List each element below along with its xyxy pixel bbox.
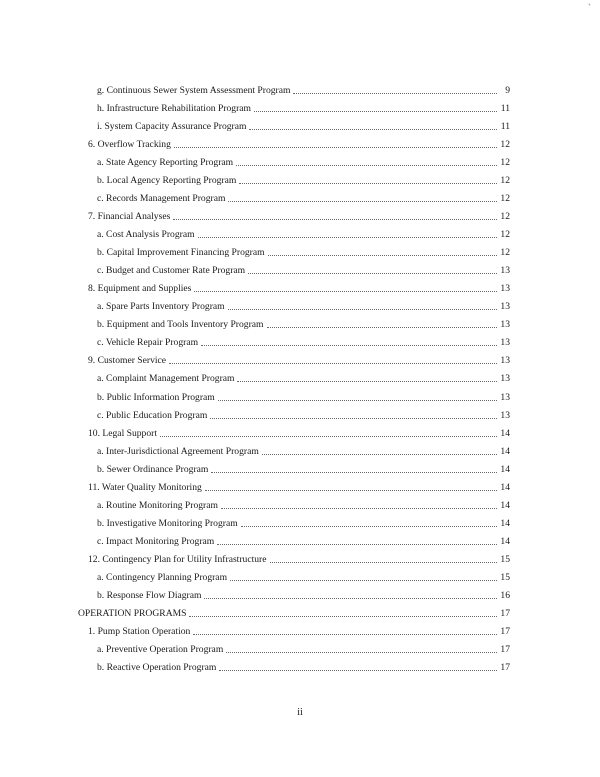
toc-entry-page-number: 13: [500, 283, 510, 295]
toc-entry-page-number: 9: [505, 85, 510, 96]
dot-leader: [160, 435, 497, 437]
toc-chapter-entry: [88, 424, 510, 440]
toc-entry-page-number: 13: [500, 265, 510, 277]
toc-entry-title: b. Sewer Ordinance Program: [97, 463, 209, 475]
toc-entry-page-number: 14: [500, 535, 510, 547]
toc-entry-page-number: 15: [500, 553, 510, 565]
toc-subsection-entry: [97, 532, 510, 548]
dot-leader: [262, 453, 497, 455]
toc-entry-title: a. Complaint Management Program: [97, 373, 235, 385]
toc-entry-page-number: 12: [500, 139, 510, 151]
dot-leader: [237, 380, 497, 382]
toc-subsection-entry: [97, 388, 510, 404]
toc-entry-title: a. Inter-Jurisdictional Agreement Program: [97, 445, 259, 457]
toc-entry-page-number: 12: [500, 193, 510, 205]
dot-leader: [270, 561, 497, 563]
toc-subsection-entry: [97, 171, 510, 187]
toc-subsection-entry: [97, 261, 510, 277]
dot-leader: [193, 633, 497, 635]
dot-leader: [198, 236, 497, 238]
toc-subsection-entry: [97, 568, 510, 584]
dot-leader: [228, 200, 497, 202]
toc-entry-page-number: 14: [500, 499, 510, 511]
toc-chapter-entry: [88, 135, 510, 151]
toc-section-entry: [78, 604, 510, 620]
toc-entry-title: a. Spare Parts Inventory Program: [97, 301, 225, 313]
toc-entry-page-number: 13: [500, 301, 510, 313]
toc-subsection-entry: [97, 189, 510, 205]
dot-leader: [226, 651, 497, 653]
toc-entry-title: b. Equipment and Tools Inventory Program: [97, 319, 264, 331]
dot-leader: [211, 471, 497, 473]
toc-subsection-entry: [97, 640, 510, 656]
dot-leader: [194, 290, 497, 292]
toc-entry-title: 7. Financial Analyses: [88, 211, 171, 223]
dot-leader: [268, 254, 497, 256]
toc-entry-page-number: 13: [500, 391, 510, 403]
toc-entry-page-number: 12: [500, 247, 510, 259]
toc-entry-page-number: 15: [500, 571, 510, 583]
toc-entry-title: g. Continuous Sewer System Assessment Program: [97, 85, 291, 96]
toc-chapter-entry: [88, 279, 510, 295]
dot-leader: [239, 182, 497, 184]
toc-entry-page-number: 13: [500, 355, 510, 367]
dot-leader: [174, 146, 497, 148]
toc-entry-title: b. Public Information Program: [97, 391, 215, 403]
dot-leader: [204, 597, 497, 599]
toc-entry-page-number: 14: [500, 517, 510, 529]
dot-leader: [221, 507, 497, 509]
toc-subsection-entry: [97, 117, 510, 133]
toc-subsection-entry: [97, 658, 510, 674]
toc-entry-title: b. Local Agency Reporting Program: [97, 175, 237, 187]
toc-entry-title: a. Cost Analysis Program: [97, 229, 195, 241]
toc-chapter-entry: [88, 622, 510, 638]
dot-leader: [267, 326, 498, 328]
dot-leader: [218, 399, 497, 401]
toc-entry-page-number: 12: [500, 229, 510, 241]
dot-leader: [217, 543, 497, 545]
toc-subsection-entry: [97, 333, 510, 349]
dot-leader: [293, 92, 497, 94]
toc-entry-title: b. Capital Improvement Financing Program: [97, 247, 265, 259]
toc-entry-page-number: 17: [500, 661, 510, 673]
page-number: ii: [297, 707, 303, 718]
toc-subsection-entry: [97, 369, 510, 385]
toc-entry-page-number: 13: [500, 319, 510, 331]
toc-entry-title: c. Public Education Program: [97, 409, 208, 421]
toc-subsection-entry: [97, 153, 510, 169]
toc-entry-page-number: 14: [500, 463, 510, 475]
toc-entry-title: 11. Water Quality Monitoring: [88, 481, 202, 493]
toc-entry-title: c. Records Management Program: [97, 193, 226, 205]
toc-entry-page-number: 12: [500, 175, 510, 187]
toc-subsection-entry: [97, 514, 510, 530]
dot-leader: [210, 417, 497, 419]
toc-subsection-entry: [97, 81, 510, 97]
dot-leader: [248, 272, 497, 274]
dot-leader: [205, 489, 497, 491]
toc-entry-title: OPERATION PROGRAMS: [78, 607, 187, 619]
toc-entry-title: a. State Agency Reporting Program: [97, 157, 234, 169]
toc-entry-page-number: 16: [500, 589, 510, 601]
dot-leader: [249, 128, 497, 130]
toc-entry-title: b. Investigative Monitoring Program: [97, 517, 238, 529]
toc-entry-title: c. Vehicle Repair Program: [97, 337, 199, 349]
toc-entry-title: a. Preventive Operation Program: [97, 643, 224, 655]
toc-entry-title: 10. Legal Support: [88, 427, 158, 439]
toc-subsection-entry: [97, 442, 510, 458]
toc-entry-page-number: 14: [500, 427, 510, 439]
dot-leader: [219, 669, 497, 671]
dot-leader: [230, 579, 497, 581]
dot-leader: [254, 110, 497, 112]
toc-chapter-entry: [88, 550, 510, 566]
toc-subsection-entry: [97, 99, 510, 115]
toc-entry-page-number: 12: [500, 157, 510, 169]
corner-mark: +: [587, 3, 591, 9]
toc-entry-title: b. Response Flow Diagram: [97, 589, 202, 601]
toc-entry-page-number: 13: [500, 373, 510, 385]
toc-subsection-entry: [97, 225, 510, 241]
toc-entry-page-number: 14: [500, 445, 510, 457]
toc-entry-page-number: 13: [500, 337, 510, 349]
dot-leader: [201, 344, 497, 346]
toc-entry-page-number: 13: [500, 409, 510, 421]
toc-entry-title: b. Reactive Operation Program: [97, 661, 217, 673]
toc-subsection-entry: [97, 243, 510, 259]
toc-entry-title: a. Contingency Planning Program: [97, 571, 228, 583]
dot-leader: [236, 164, 497, 166]
toc-entry-page-number: 11: [500, 103, 510, 115]
toc-entry-title: 6. Overflow Tracking: [88, 139, 171, 151]
toc-entry-page-number: 11: [500, 121, 510, 133]
toc-entry-title: h. Infrastructure Rehabilitation Program: [97, 103, 251, 115]
toc-entry-title: c. Budget and Customer Rate Program: [97, 265, 246, 277]
toc-subsection-entry: [97, 586, 510, 602]
toc-chapter-entry: [88, 478, 510, 494]
toc-entry-title: 8. Equipment and Supplies: [88, 283, 192, 295]
dot-leader: [189, 615, 497, 617]
toc-subsection-entry: [97, 460, 510, 476]
toc-entry-title: c. Impact Monitoring Program: [97, 535, 215, 547]
toc-entry-page-number: 12: [500, 211, 510, 223]
toc-subsection-entry: [97, 496, 510, 512]
toc-entry-page-number: 17: [500, 625, 510, 637]
toc-subsection-entry: [97, 297, 510, 313]
dot-leader: [228, 308, 497, 310]
toc-entry-title: 1. Pump Station Operation: [88, 625, 191, 637]
toc-entry-page-number: 17: [500, 607, 510, 619]
dot-leader: [241, 525, 497, 527]
toc-subsection-entry: [97, 315, 510, 331]
dot-leader: [169, 362, 497, 364]
toc-entry-page-number: 14: [500, 481, 510, 493]
toc-entry-title: a. Routine Monitoring Program: [97, 499, 218, 511]
toc-chapter-entry: [88, 207, 510, 223]
toc-entry-page-number: 17: [500, 643, 510, 655]
toc-chapter-entry: [88, 351, 510, 367]
dot-leader: [173, 218, 497, 220]
toc-entry-title: 9. Customer Service: [88, 355, 167, 367]
toc-entry-title: 12. Contingency Plan for Utility Infrastructure: [88, 553, 267, 565]
toc-subsection-entry: [97, 406, 510, 422]
toc-entry-title: i. System Capacity Assurance Program: [97, 121, 247, 133]
